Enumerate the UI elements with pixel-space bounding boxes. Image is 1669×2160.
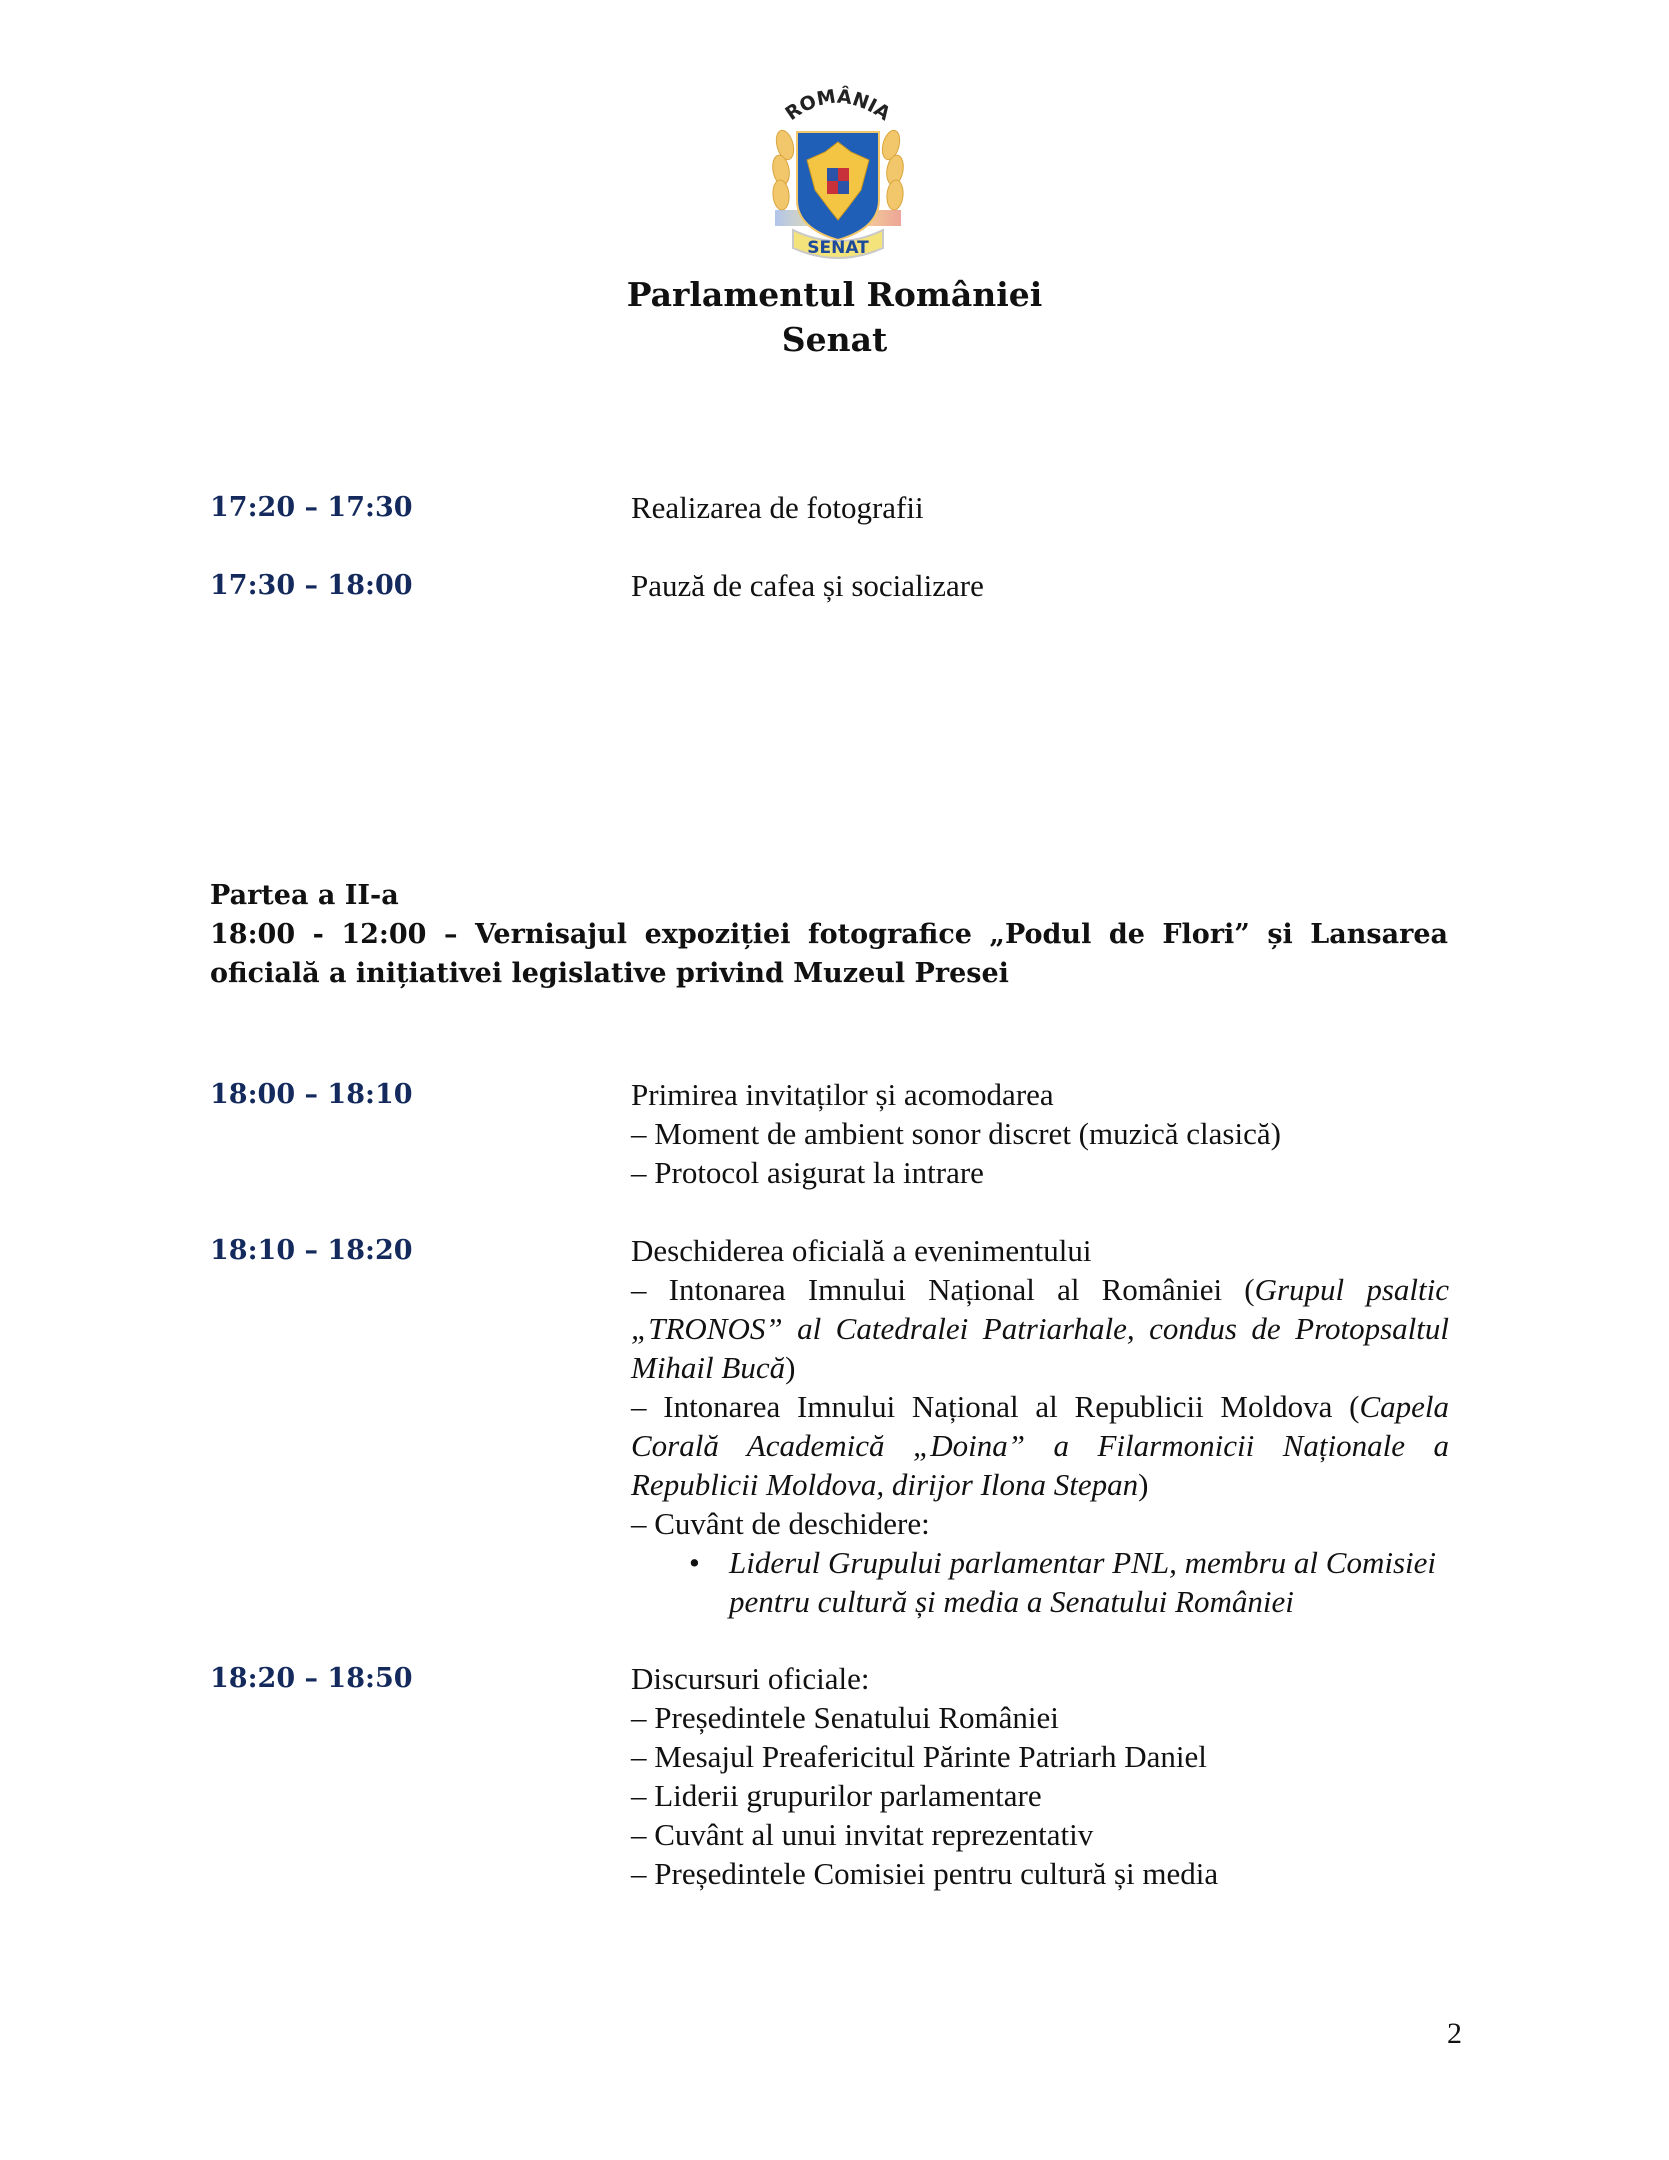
paren: ) bbox=[785, 1350, 796, 1385]
activity bbox=[631, 1075, 1449, 1192]
anthem-md-label: – Intonarea Imnului Național al Republicii Moldova ( bbox=[631, 1389, 1360, 1424]
opening-speaker: Liderul Grupului parlamentar PNL, membru al Comisiei pentru cultură și media a Senatului României bbox=[729, 1545, 1437, 1619]
activity-item: – Moment de ambient sonor discret (muzică clasică) bbox=[631, 1116, 1281, 1151]
part2-heading: 18:00 - 12:00 – Vernisajul expoziției fotografice „Podul de Flori” și Lansarea oficială a inițiativei legislative privind Muzeul Presei bbox=[210, 919, 1448, 989]
part2-label: Partea a II-a bbox=[210, 880, 399, 911]
activity-title: Deschiderea oficială a evenimentului bbox=[631, 1233, 1092, 1268]
coat-of-arms-icon bbox=[755, 70, 920, 265]
opening-label: – Cuvânt de deschidere: bbox=[631, 1506, 930, 1541]
logo-arc-text: ROMÂNIA bbox=[781, 85, 895, 126]
activity-item: – Mesajul Preafericitul Părinte Patriarh Daniel bbox=[631, 1739, 1207, 1774]
activity-item: – Protocol asigurat la intrare bbox=[631, 1155, 984, 1190]
anthem-ro-performer: Grupul psaltic „TRONOS” al Catedralei Patriarhale, condus de Protopsaltul Mihail Bucă bbox=[631, 1272, 1449, 1385]
time-slot: 17:30 – 18:00 bbox=[210, 570, 413, 601]
activity-title: Discursuri oficiale: bbox=[631, 1661, 870, 1696]
anthem-ro-label: – Intonarea Imnului Național al României ( bbox=[631, 1272, 1255, 1307]
activity-title: Primirea invitaților și acomodarea bbox=[631, 1077, 1054, 1112]
senat-logo bbox=[755, 70, 920, 265]
activity-item: – Președintele Senatului României bbox=[631, 1700, 1059, 1735]
logo-banner-text: SENAT bbox=[807, 238, 869, 258]
anthem-moldova bbox=[631, 1387, 1449, 1504]
anthem-md-performer: Capela Corală Academică „Doina” a Filarmonicii Naționale a Republicii Moldova, dirijor Ilona Stepan bbox=[631, 1389, 1449, 1502]
part2-heading-block bbox=[210, 876, 1448, 993]
time-slot: 17:20 – 17:30 bbox=[210, 492, 413, 523]
activity bbox=[631, 1231, 1449, 1621]
activity-item: – Liderii grupurilor parlamentare bbox=[631, 1778, 1042, 1813]
time-slot: 18:20 – 18:50 bbox=[210, 1663, 413, 1694]
bullet-icon: • bbox=[689, 1545, 700, 1580]
activity: Realizarea de fotografii bbox=[631, 490, 924, 525]
page-number: 2 bbox=[1447, 2017, 1462, 2050]
time-slot: 18:00 – 18:10 bbox=[210, 1079, 413, 1110]
activity: Pauză de cafea și socializare bbox=[631, 568, 984, 603]
bullet-item bbox=[631, 1543, 1449, 1621]
paren: ) bbox=[1138, 1467, 1149, 1502]
title-senat: Senat bbox=[781, 320, 888, 359]
activity bbox=[631, 1659, 1449, 1893]
page-title bbox=[0, 272, 1669, 362]
anthem-romania bbox=[631, 1270, 1449, 1387]
title-parliament: Parlamentul României bbox=[626, 275, 1043, 314]
activity-item: – Cuvânt al unui invitat reprezentativ bbox=[631, 1817, 1094, 1852]
time-slot: 18:10 – 18:20 bbox=[210, 1235, 413, 1266]
activity-item: – Președintele Comisiei pentru cultură și media bbox=[631, 1856, 1219, 1891]
